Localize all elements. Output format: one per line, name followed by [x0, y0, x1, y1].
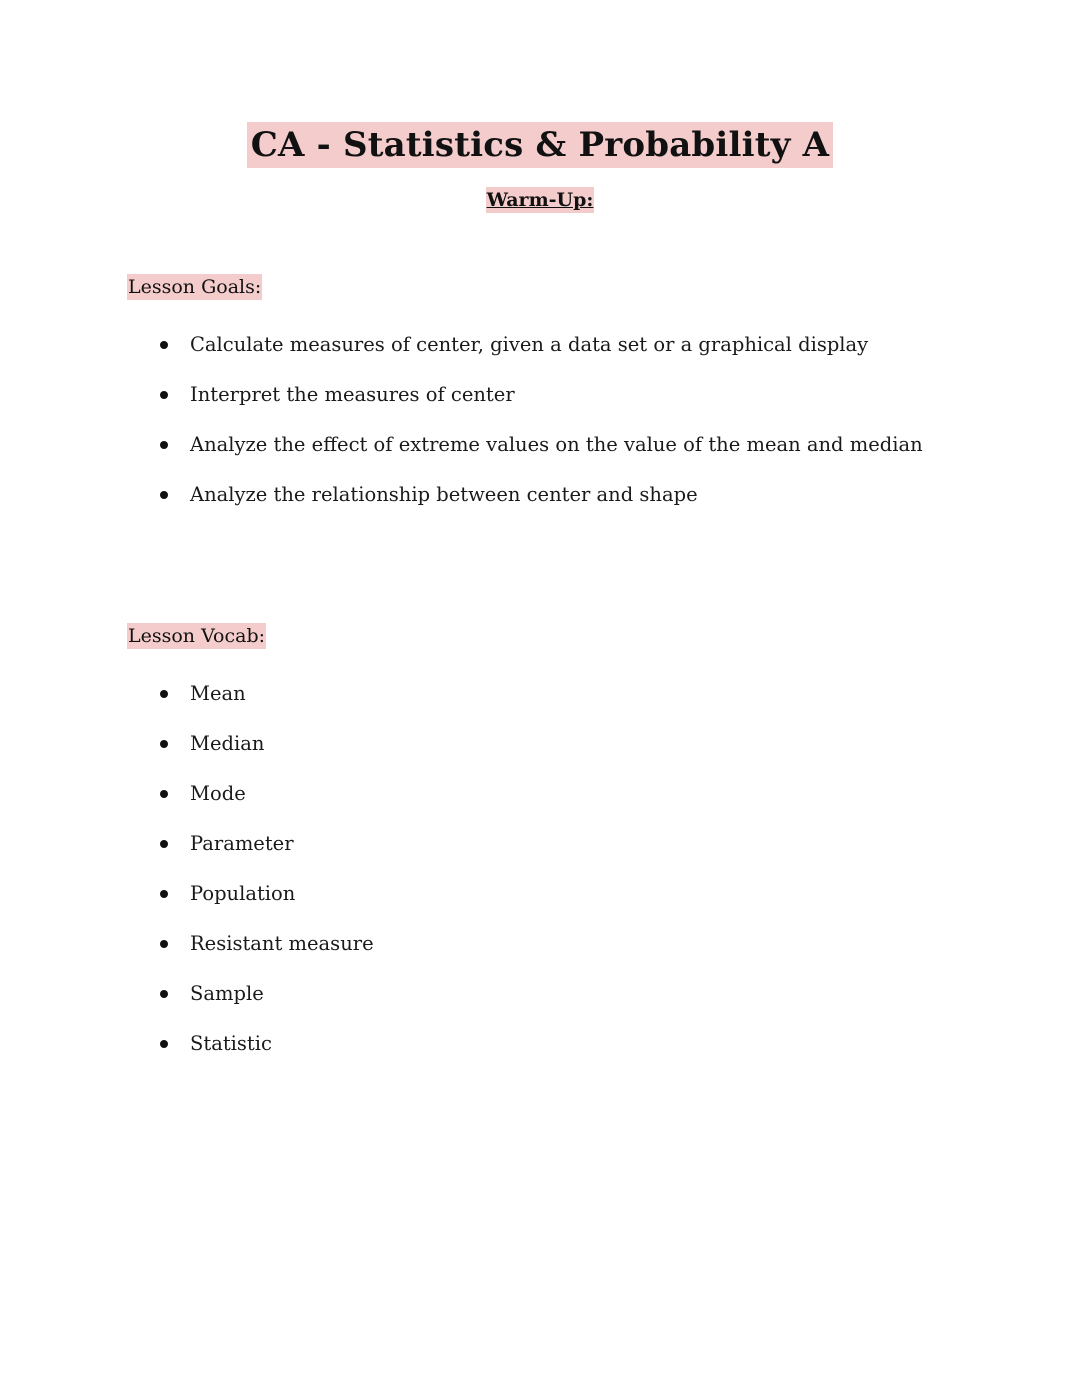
- list-item: [0, 320, 930, 370]
- warm-up-heading: [0, 187, 1080, 213]
- list-item: [0, 1019, 930, 1069]
- lesson-vocab-list: [0, 669, 930, 1069]
- goal-text: Analyze the effect of extreme values on the value of the mean and median: [190, 433, 923, 456]
- vocab-term: Sample: [190, 982, 264, 1005]
- list-item: [0, 819, 930, 869]
- bullet-icon: [160, 491, 168, 499]
- vocab-term: Mean: [190, 682, 246, 705]
- bullet-icon: [160, 890, 168, 898]
- lesson-vocab-heading-text: Lesson Vocab:: [128, 625, 266, 647]
- goal-text: Analyze the relationship between center and shape: [190, 483, 698, 506]
- bullet-icon: [160, 940, 168, 948]
- list-item: [0, 969, 930, 1019]
- lesson-goals-list: [0, 320, 930, 520]
- vocab-term: Statistic: [190, 1032, 272, 1055]
- lesson-goals-heading-text: Lesson Goals:: [128, 276, 262, 298]
- vocab-term: Resistant measure: [190, 932, 374, 955]
- list-item: [0, 669, 930, 719]
- goal-text: Interpret the measures of center: [190, 383, 515, 406]
- vocab-term: Population: [190, 882, 296, 905]
- bullet-icon: [160, 391, 168, 399]
- list-item: [0, 370, 930, 420]
- list-item: [0, 869, 930, 919]
- warm-up-heading-text: Warm-Up:: [486, 189, 594, 211]
- lesson-vocab-heading: [127, 623, 266, 649]
- list-item: [0, 719, 930, 769]
- list-item: [0, 470, 930, 520]
- bullet-icon: [160, 740, 168, 748]
- bullet-icon: [160, 840, 168, 848]
- vocab-term: Parameter: [190, 832, 294, 855]
- list-item: [0, 919, 930, 969]
- goal-text: Calculate measures of center, given a data set or a graphical display: [190, 333, 869, 356]
- bullet-icon: [160, 790, 168, 798]
- vocab-term: Mode: [190, 782, 246, 805]
- list-item: [0, 420, 930, 470]
- lesson-goals-heading: [127, 274, 262, 300]
- bullet-icon: [160, 441, 168, 449]
- bullet-icon: [160, 341, 168, 349]
- bullet-icon: [160, 1040, 168, 1048]
- document-title-text: CA - Statistics & Probability A: [247, 122, 833, 168]
- bullet-icon: [160, 690, 168, 698]
- list-item: [0, 769, 930, 819]
- bullet-icon: [160, 990, 168, 998]
- document-title: [0, 122, 1080, 168]
- vocab-term: Median: [190, 732, 265, 755]
